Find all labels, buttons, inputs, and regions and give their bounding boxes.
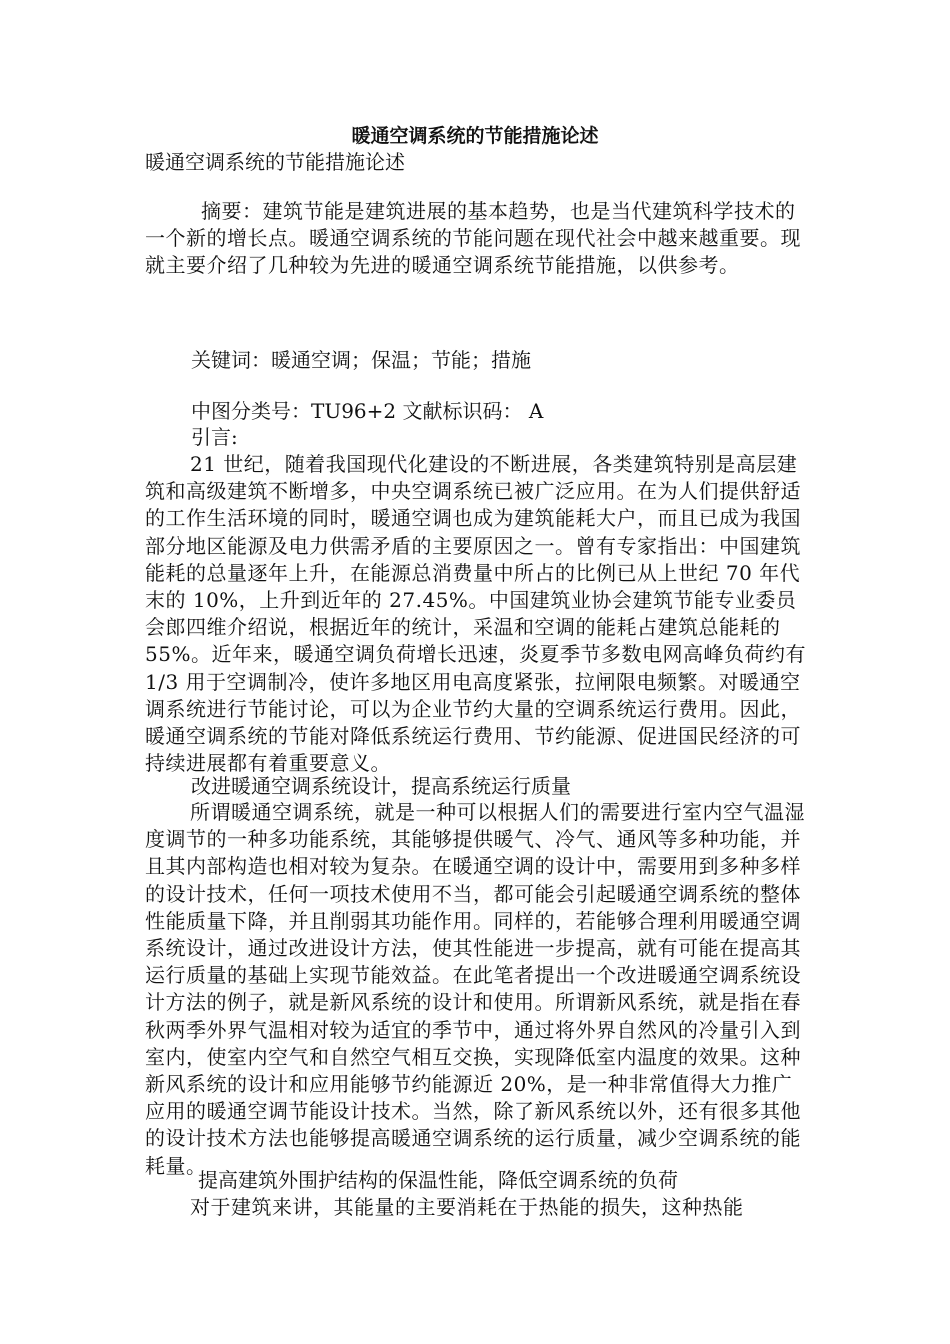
- document-subtitle: 暖通空调系统的节能措施论述: [145, 150, 405, 174]
- section-heading-insulation: 提高建筑外围护结构的保温性能，降低空调系统的负荷: [198, 1168, 678, 1192]
- introduction-label: 引言:: [191, 425, 238, 449]
- abstract-paragraph: 摘要：建筑节能是建筑进展的基本趋势，也是当代建筑科学技术的一个新的增长点。暖通空调系统的节能问题在现代社会中越来越重要。现就主要介绍了几种较为先进的暖通空调系统节能措施，以供参考。: [145, 199, 801, 278]
- section-paragraph-design: 所谓暖通空调系统，就是一种可以根据人们的需要进行室内空气温湿度调节的一种多功能系统，其能够提供暖气、冷气、通风等多种功能，并且其内部构造也相对较为复杂。在暖通空调的设计中，需要用到多种多样的设计技术，任何一项技术使用不当，都可能会引起暖通空调系统的整体性能质量下降，并且削弱其功能作用。同样的，若能够合理利用暖通空调系统设计，通过改进设计方法，使其性能进一步提高，就有可能在提高其运行质量的基础上实现节能效益。在此笔者提出一个改进暖通空调系统设计方法的例子，就是新风系统的设计和使用。所谓新风系统，就是指在春秋两季外界气温相对较为适宜的季节中，通过将外界自然风的冷量引入到室内，使室内空气和自然空气相互交换，实现降低室内温度的效果。这种新风系统的设计和应用能够节约能源近 20%，是一种非常值得大力推广应用的暖通空调节能设计技术。当然，除了新风系统以外，还有很多其他的设计技术方法也能够提高暖通空调系统的运行质量，减少空调系统的能耗量。: [145, 800, 805, 1178]
- document-title: 暖通空调系统的节能措施论述: [351, 125, 599, 147]
- section-paragraph-insulation: 对于建筑来讲，其能量的主要消耗在于热能的损失，这种热能: [190, 1195, 744, 1219]
- keywords-line: 关键词：暖通空调；保温；节能；措施: [191, 348, 531, 372]
- introduction-paragraph: 21 世纪，随着我国现代化建设的不断进展，各类建筑特别是高层建筑和高级建筑不断增多，中央空调系统已被广泛应用。在为人们提供舒适的工作生活环境的同时，暖通空调也成为建筑能耗大户，而且已成为我国部分地区能源及电力供需矛盾的主要原因之一。曾有专家指出：中国建筑能耗的总量逐年上升，在能源总消费量中所占的比例已从上世纪 70 年代末的 10%，上升到近年的 27.45%。中国建筑业协会建筑节能专业委员会郎四维介绍说，根据近年的统计，采温和空调的能耗占建筑总能耗的 55%。近年来，暖通空调负荷增长迅速，炎夏季节多数电网高峰负荷约有 1/3 用于空调制冷，使许多地区用电高度紧张，拉闸限电频繁。对暖通空调系统进行节能讨论，可以为企业节约大量的空调系统运行费用。因此，暖通空调系统的节能对降低系统运行费用、节约能源、促进国民经济的可持续进展都有着重要意义。: [145, 452, 806, 776]
- classification-line: 中图分类号：TU96+2 文献标识码： A: [191, 399, 544, 423]
- section-heading-design: 改进暖通空调系统设计，提高系统运行质量: [191, 774, 571, 798]
